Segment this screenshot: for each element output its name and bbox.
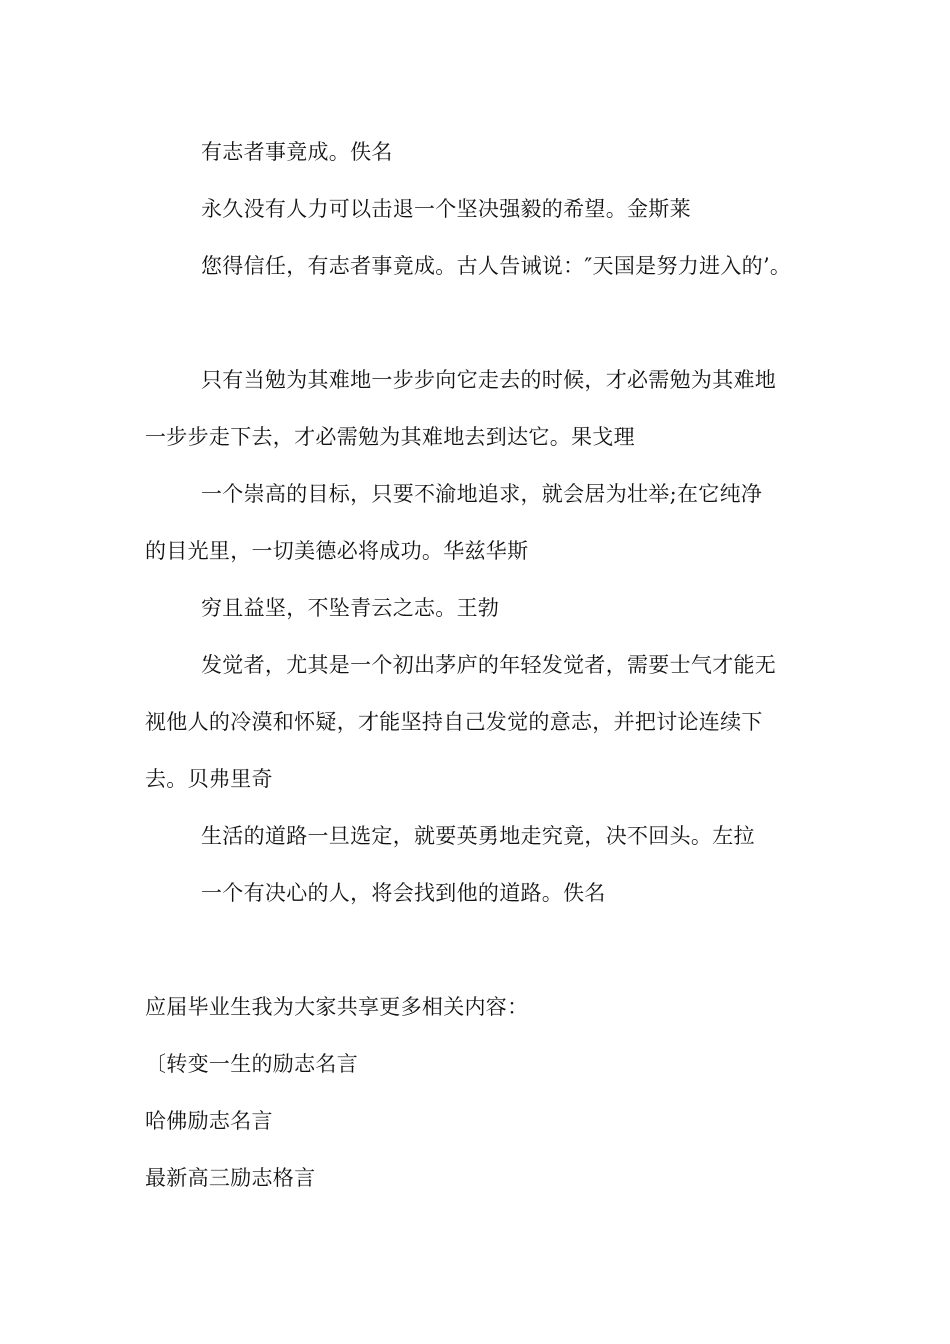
quote-line: 穷且益坚，不坠青云之志。王勃	[201, 596, 500, 620]
quote-line: 一个有决心的人，将会找到他的道路。佚名	[201, 881, 606, 905]
quote-line: 生活的道路一旦选定，就要英勇地走究竟，决不回头。左拉	[201, 824, 755, 848]
quote-line: 发觉者，尤其是一个初出茅庐的年轻发觉者，需要士气才能无	[201, 653, 777, 677]
related-link[interactable]: 〔转变一生的励志名言	[145, 1052, 358, 1076]
quote-line: 视他人的冷漠和怀疑，才能坚持自己发觉的意志，并把讨论连续下	[145, 710, 763, 734]
quote-line: 的目光里，一切美德必将成功。华兹华斯	[145, 539, 529, 563]
quote-line: 永久没有人力可以击退一个坚决强毅的希望。金斯莱	[201, 197, 691, 221]
related-intro: 应届毕业生我为大家共享更多相关内容：	[145, 995, 529, 1019]
related-link[interactable]: 最新高三励志格言	[145, 1166, 316, 1190]
quote-line: 有志者事竟成。佚名	[201, 140, 393, 164]
quote-line: 只有当勉为其难地一步步向它走去的时候，才必需勉为其难地	[201, 368, 777, 392]
quote-line: 去。贝弗里奇	[145, 767, 273, 791]
quote-line: 您得信任，有志者事竟成。古人告诫说：″天国是努力进入的’。	[201, 254, 792, 278]
quote-line: 一个崇高的目标，只要不渝地追求，就会居为壮举;在它纯净	[201, 482, 763, 506]
related-link[interactable]: 哈佛励志名言	[145, 1109, 273, 1133]
quote-line: 一步步走下去，才必需勉为其难地去到达它。果戈理	[145, 425, 635, 449]
